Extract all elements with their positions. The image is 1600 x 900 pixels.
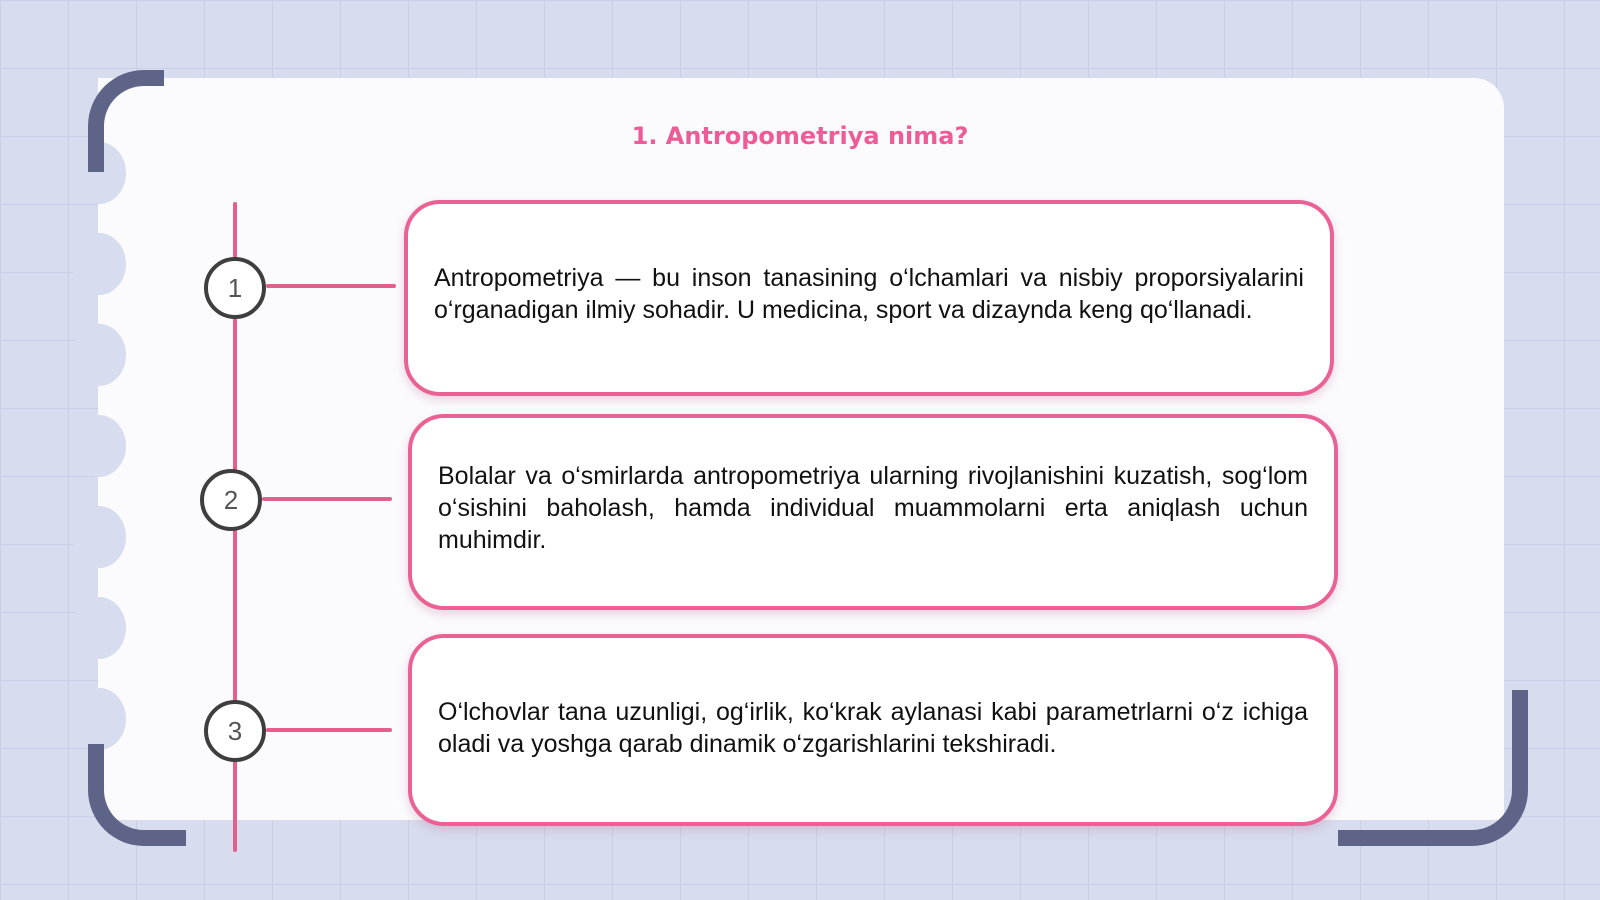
step-card-text: O‘lchovlar tana uzunligi, og‘irlik, ko‘krak aylanasi kabi parametrlarni o‘z ichiga oladi va yoshga qarab dinamik o‘zgarishlarini tekshiradi.	[438, 698, 1308, 758]
step-number-circle: 3	[204, 700, 266, 762]
sheet-notch	[72, 233, 126, 295]
step-card-text: Bolalar va o‘smirlarda antropometriya ularning rivojlanishini kuzatish, sog‘lom o‘sishini baholash, hamda individual muammolarni erta aniqlash uchun muhimdir.	[438, 462, 1308, 554]
step-connector	[262, 497, 392, 501]
step-connector	[266, 284, 396, 288]
sheet-notch	[72, 415, 126, 477]
step-card-text: Antropometriya — bu inson tanasining o‘lchamlari va nisbiy proporsiyalarini o‘rganadigan ilmiy sohadir. U medicina, sport va dizaynda keng qo‘llanadi.	[434, 264, 1304, 324]
corner-bracket-bottom-right	[1338, 690, 1528, 846]
sheet-notch	[72, 688, 126, 750]
step-connector	[266, 728, 392, 732]
corner-bracket-bottom-left	[88, 744, 186, 846]
slide-title: 1. Antropometriya nima?	[631, 122, 969, 150]
step-card	[408, 634, 1338, 826]
sheet-notch	[72, 597, 126, 659]
step-number-circle: 2	[200, 469, 262, 531]
step-card	[408, 414, 1338, 610]
sheet-notch	[72, 324, 126, 386]
step-number-circle: 1	[204, 257, 266, 319]
sheet-notch	[72, 506, 126, 568]
step-card	[404, 200, 1334, 396]
